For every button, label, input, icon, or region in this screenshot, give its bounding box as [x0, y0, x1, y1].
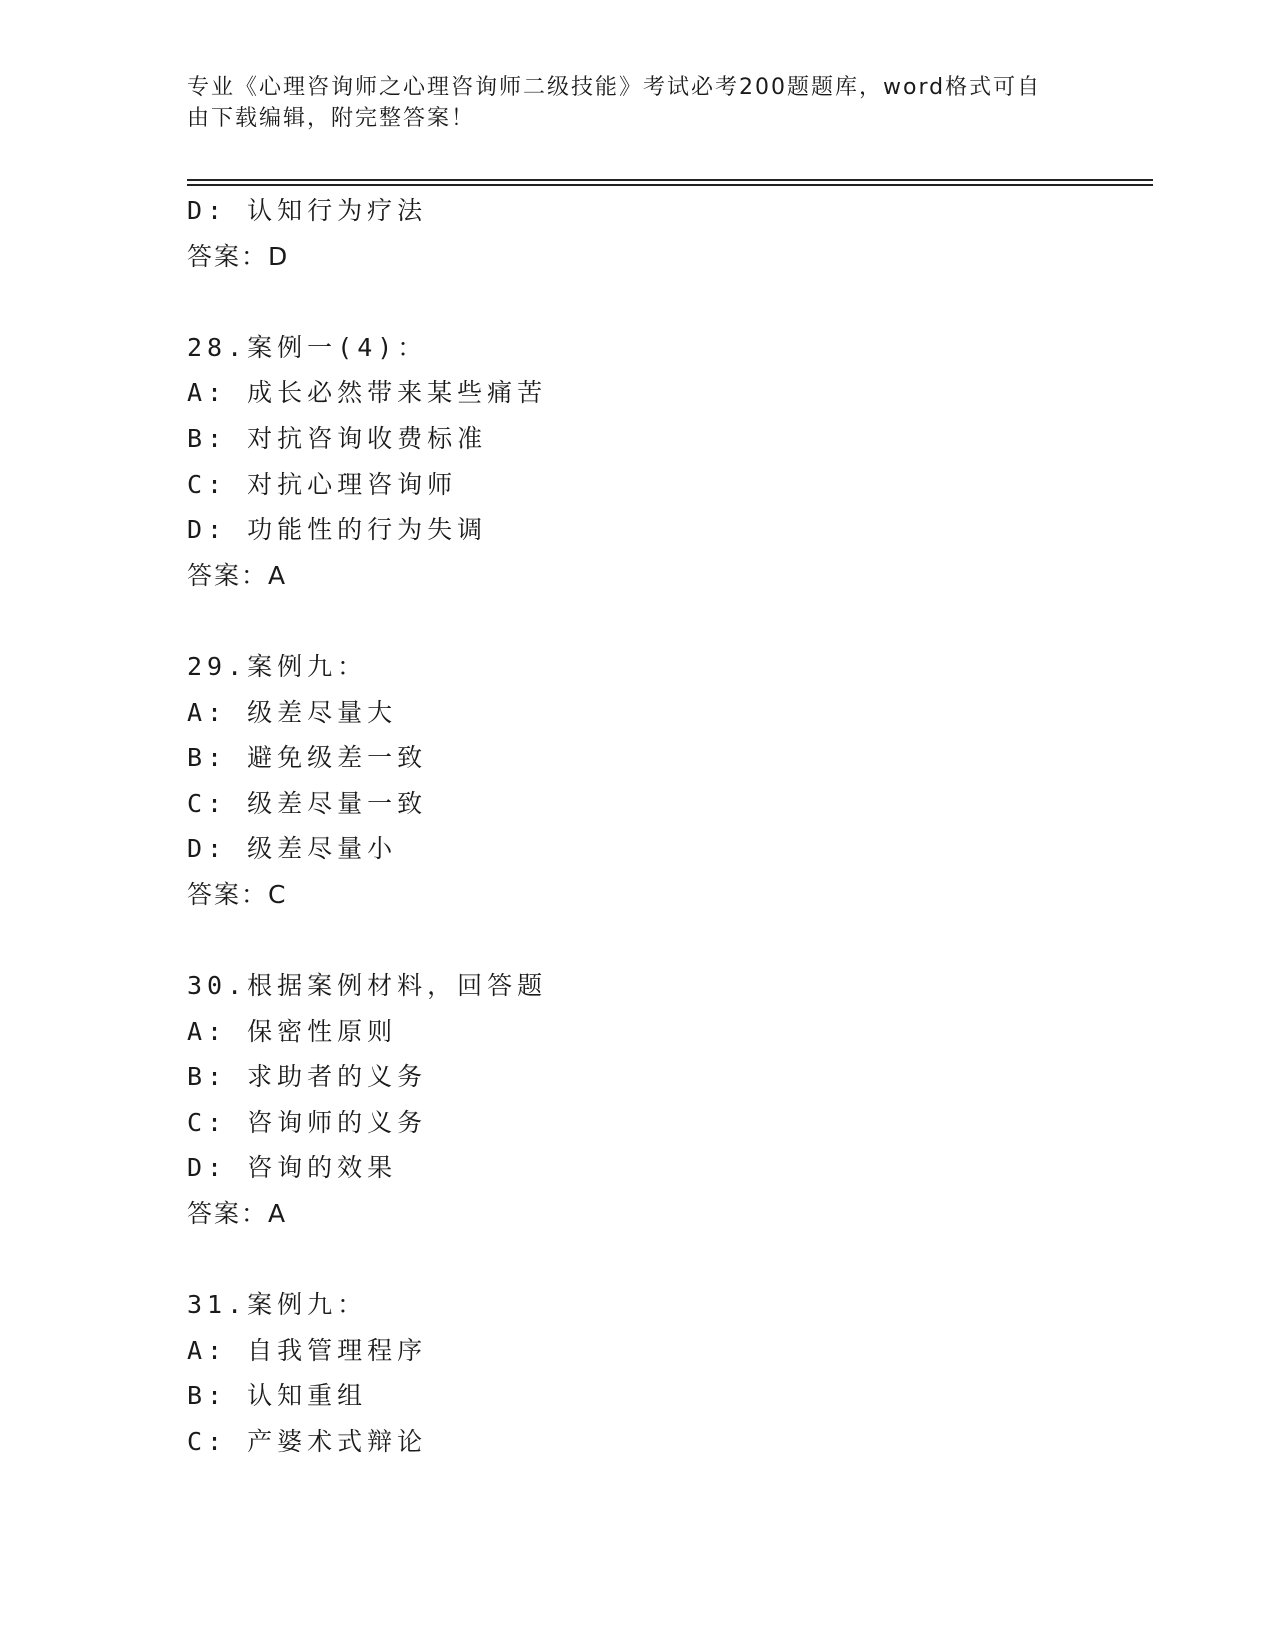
- intro-line-2: 由下载编辑，附完整答案！: [187, 106, 476, 131]
- option-b: B: 求助者的义务: [187, 1062, 428, 1092]
- answer-line: 答案：D: [187, 241, 290, 271]
- spacer: [187, 918, 1147, 964]
- option-d: D: 功能性的行为失调: [187, 515, 488, 545]
- question-31-stem: 31.案例九：: [187, 1290, 368, 1320]
- question-list: [187, 188, 1147, 1465]
- option-c: C: 咨询师的义务: [187, 1107, 428, 1137]
- question-30-stem: 30.根据案例材料，回答题: [187, 971, 548, 1001]
- intro-line-1: 专业《心理咨询师之心理咨询师二级技能》考试必考200题题库，word格式可自: [187, 75, 1042, 100]
- option-c: C: 级差尽量一致: [187, 788, 428, 818]
- question-29-stem: 29.案例九：: [187, 651, 368, 681]
- answer-line: 答案：C: [187, 879, 288, 909]
- spacer: [187, 1237, 1147, 1283]
- option-a: A: 级差尽量大: [187, 697, 398, 727]
- document-intro: [187, 72, 1067, 134]
- option-a: A: 保密性原则: [187, 1016, 398, 1046]
- option-d: D: 级差尽量小: [187, 834, 398, 864]
- option-a: A: 成长必然带来某些痛苦: [187, 378, 548, 408]
- spacer: [187, 279, 1147, 325]
- option-c: C: 对抗心理咨询师: [187, 469, 458, 499]
- answer-line: 答案：A: [187, 560, 288, 590]
- option-b: B: 认知重组: [187, 1381, 368, 1411]
- option-b: B: 对抗咨询收费标准: [187, 423, 488, 453]
- spacer: [187, 598, 1147, 644]
- question-28-stem: 28.案例一(4)：: [187, 332, 428, 362]
- option-b: B: 避免级差一致: [187, 743, 428, 773]
- header-divider-top: [187, 179, 1153, 181]
- option-a: A: 自我管理程序: [187, 1335, 428, 1365]
- header-divider-bottom: [187, 184, 1153, 186]
- option-d: D: 咨询的效果: [187, 1153, 398, 1183]
- option-c: C: 产婆术式辩论: [187, 1427, 428, 1457]
- answer-line: 答案：A: [187, 1199, 288, 1229]
- option-d: D: 认知行为疗法: [187, 196, 428, 225]
